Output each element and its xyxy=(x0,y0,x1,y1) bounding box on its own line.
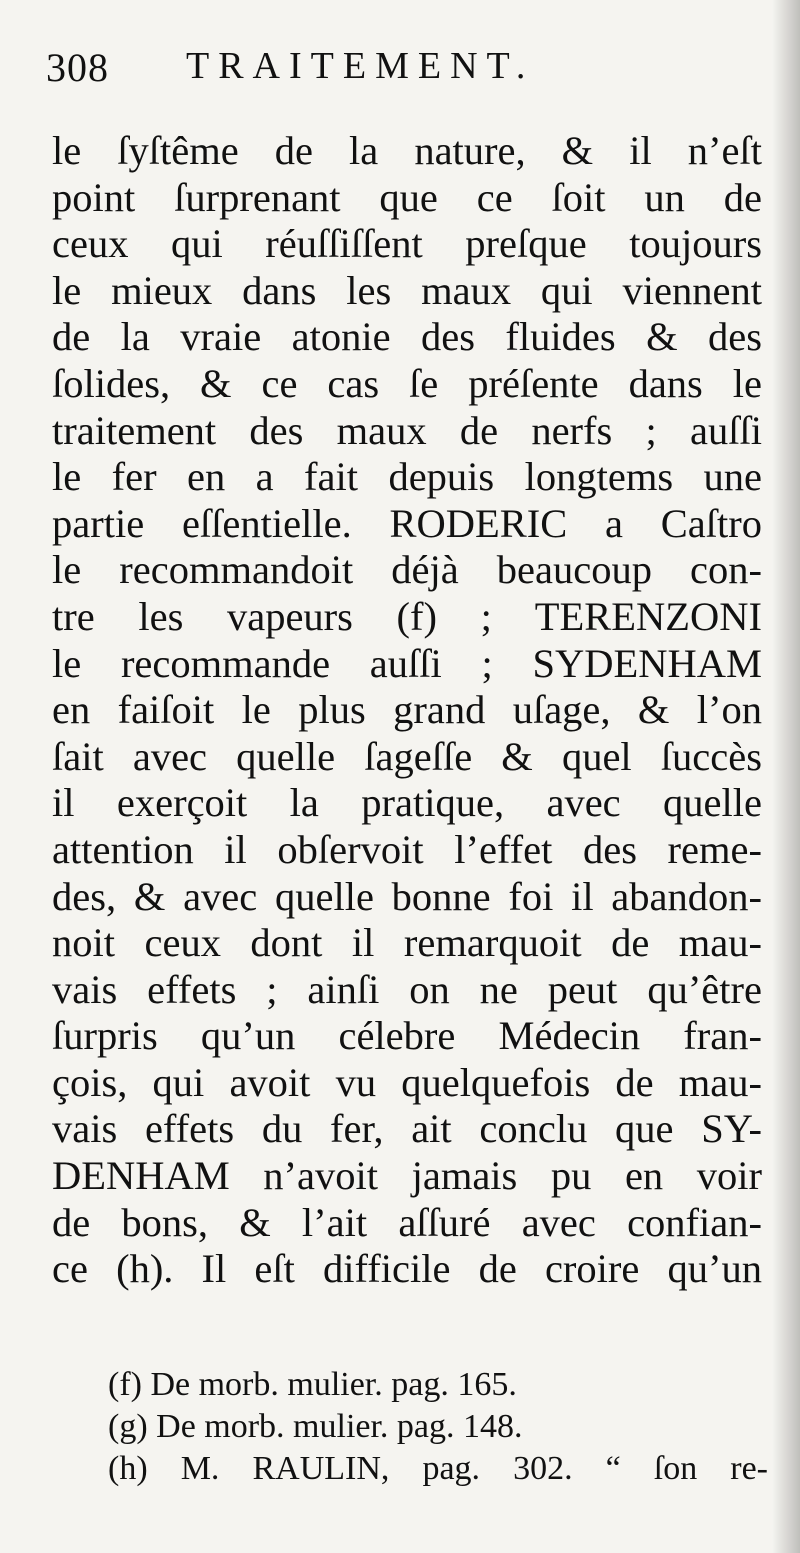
body-line: attention il obſervoit l’effet des reme- xyxy=(52,826,762,872)
footnotes xyxy=(108,1364,768,1490)
body-line: il exerçoit la pratique, avec quelle xyxy=(52,780,762,826)
body-line: partie eſſentielle. RODERIC a Caſtro xyxy=(52,500,762,546)
body-text xyxy=(52,128,762,1293)
body-line: noit ceux dont il remarquoit de mau- xyxy=(52,920,762,966)
running-head-title: TRAITEMENT. xyxy=(186,45,535,87)
body-line: de bons, & l’ait aſſuré avec confian- xyxy=(52,1199,762,1245)
body-line: çois, qui avoit vu quelquefois de mau- xyxy=(52,1059,762,1105)
footnote-h: (h) M. RAULIN, pag. 302. “ ſon re- xyxy=(108,1450,768,1487)
body-line: ſolides, & ce cas ſe préſente dans le xyxy=(52,360,762,406)
body-line: traitement des maux de nerfs ; auſſi xyxy=(52,407,762,453)
footnote-g: (g) De morb. mulier. pag. 148. xyxy=(108,1408,523,1445)
body-line: point ſurprenant que ce ſoit un de xyxy=(52,174,762,220)
running-head xyxy=(46,44,746,104)
body-line: tre les vapeurs (f) ; TERENZONI xyxy=(52,593,762,639)
body-line: en faiſoit le plus grand uſage, & l’on xyxy=(52,687,762,733)
body-line: le recommande auſſi ; SYDENHAM xyxy=(52,640,762,686)
body-line: vais effets ; ainſi on ne peut qu’être xyxy=(52,966,762,1012)
body-line: des, & avec quelle bonne foi il abandon- xyxy=(52,873,762,919)
body-line: le recommandoit déjà beaucoup con- xyxy=(52,547,762,593)
body-line: le mieux dans les maux qui viennent xyxy=(52,267,762,313)
body-line: le ſyſtême de la nature, & il n’eſt xyxy=(52,128,762,173)
page-edge-shadow xyxy=(772,0,800,1553)
footnote-f: (f) De morb. mulier. pag. 165. xyxy=(108,1366,517,1403)
body-line: ceux qui réuſſiſſent preſque toujours xyxy=(52,221,762,267)
page-number: 308 xyxy=(46,45,109,90)
body-line: le fer en a fait depuis longtems une xyxy=(52,454,762,500)
body-line: de la vraie atonie des fluides & des xyxy=(52,314,762,360)
body-line: ce (h). Il eſt difficile de croire qu’un xyxy=(52,1246,762,1292)
body-line: ſurpris qu’un célebre Médecin fran- xyxy=(52,1013,762,1059)
body-line: ſait avec quelle ſageſſe & quel ſuccès xyxy=(52,733,762,779)
body-line: DENHAM n’avoit jamais pu en voir xyxy=(52,1153,762,1199)
body-line: vais effets du fer, ait conclu que SY- xyxy=(52,1106,762,1152)
